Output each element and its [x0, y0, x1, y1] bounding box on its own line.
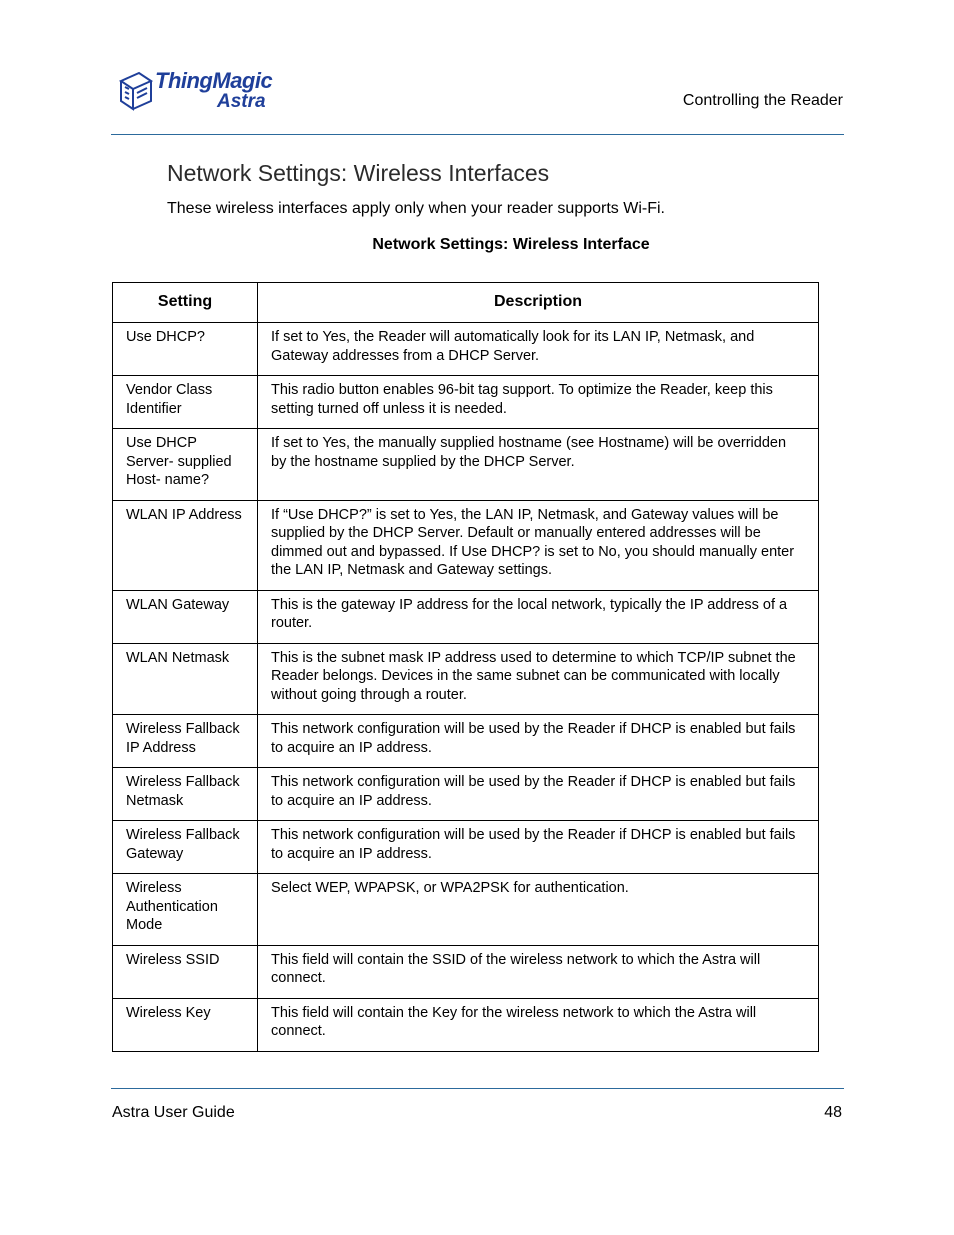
table-row: [113, 323, 819, 376]
description-cell: If “Use DHCP?” is set to Yes, the LAN IP, Netmask, and Gateway values will be supplied by the DHCP Server. Default or manually entered addresses will be dimmed out and bypassed. If Use DHCP? is set to No, you should manually enter the LAN IP, Netmask and Gateway settings.: [258, 500, 819, 590]
setting-cell: WLAN Gateway: [113, 590, 258, 643]
footer-divider: [111, 1088, 844, 1089]
footer-page-number: 48: [824, 1104, 842, 1121]
table-row: [113, 998, 819, 1051]
table-row: [113, 874, 819, 946]
setting-cell: WLAN Netmask: [113, 643, 258, 715]
description-cell: If set to Yes, the manually supplied hostname (see Hostname) will be overridden by the hostname supplied by the DHCP Server.: [258, 429, 819, 501]
setting-cell: Wireless Fallback IP Address: [113, 715, 258, 768]
setting-cell: Use DHCP Server- supplied Host- name?: [113, 429, 258, 501]
table-row: [113, 643, 819, 715]
header-divider: [111, 134, 844, 135]
description-cell: This is the gateway IP address for the local network, typically the IP address of a router.: [258, 590, 819, 643]
description-cell: This network configuration will be used by the Reader if DHCP is enabled but fails to acquire an IP address.: [258, 715, 819, 768]
description-cell: This network configuration will be used by the Reader if DHCP is enabled but fails to acquire an IP address.: [258, 821, 819, 874]
setting-cell: Use DHCP?: [113, 323, 258, 376]
table-header-row: [113, 283, 819, 323]
page-title: Network Settings: Wireless Interfaces: [167, 160, 550, 186]
description-cell: This network configuration will be used by the Reader if DHCP is enabled but fails to acquire an IP address.: [258, 768, 819, 821]
table-caption: Network Settings: Wireless Interface: [372, 236, 650, 253]
setting-cell: Wireless Fallback Netmask: [113, 768, 258, 821]
table-row: [113, 500, 819, 590]
table-row: [113, 715, 819, 768]
table-row: [113, 590, 819, 643]
table-row: [113, 821, 819, 874]
table-row: [113, 768, 819, 821]
thingmagic-astra-logo: [117, 67, 277, 117]
setting-cell: Wireless Fallback Gateway: [113, 821, 258, 874]
setting-cell: WLAN IP Address: [113, 500, 258, 590]
description-cell: This field will contain the Key for the wireless network to which the Astra will connect.: [258, 998, 819, 1051]
settings-table: [112, 282, 819, 1052]
description-cell: If set to Yes, the Reader will automatically look for its LAN IP, Netmask, and Gateway addresses from a DHCP Server.: [258, 323, 819, 376]
description-cell: This radio button enables 96-bit tag support. To optimize the Reader, keep this setting turned off unless it is needed.: [258, 376, 819, 429]
reader-device-icon: [117, 67, 155, 113]
logo-product: Astra: [217, 91, 266, 112]
intro-paragraph: These wireless interfaces apply only when your reader supports Wi-Fi.: [167, 200, 665, 217]
logo-name: ThingMagic: [155, 68, 273, 93]
setting-cell: Wireless SSID: [113, 945, 258, 998]
description-cell: This field will contain the SSID of the wireless network to which the Astra will connect.: [258, 945, 819, 998]
header-section-title: Controlling the Reader: [682, 92, 843, 109]
table-row: [113, 429, 819, 501]
footer-doc-title: Astra User Guide: [112, 1104, 235, 1121]
description-cell: This is the subnet mask IP address used to determine to which TCP/IP subnet the Reader belongs. Devices in the same subnet can be communicated with locally without going through a router.: [258, 643, 819, 715]
table-row: [113, 376, 819, 429]
setting-cell: Vendor Class Identifier: [113, 376, 258, 429]
setting-cell: Wireless Key: [113, 998, 258, 1051]
setting-column-header: Setting: [113, 283, 258, 323]
table-row: [113, 945, 819, 998]
description-column-header: Description: [258, 283, 819, 323]
setting-cell: Wireless Authentication Mode: [113, 874, 258, 946]
description-cell: Select WEP, WPAPSK, or WPA2PSK for authentication.: [258, 874, 819, 946]
